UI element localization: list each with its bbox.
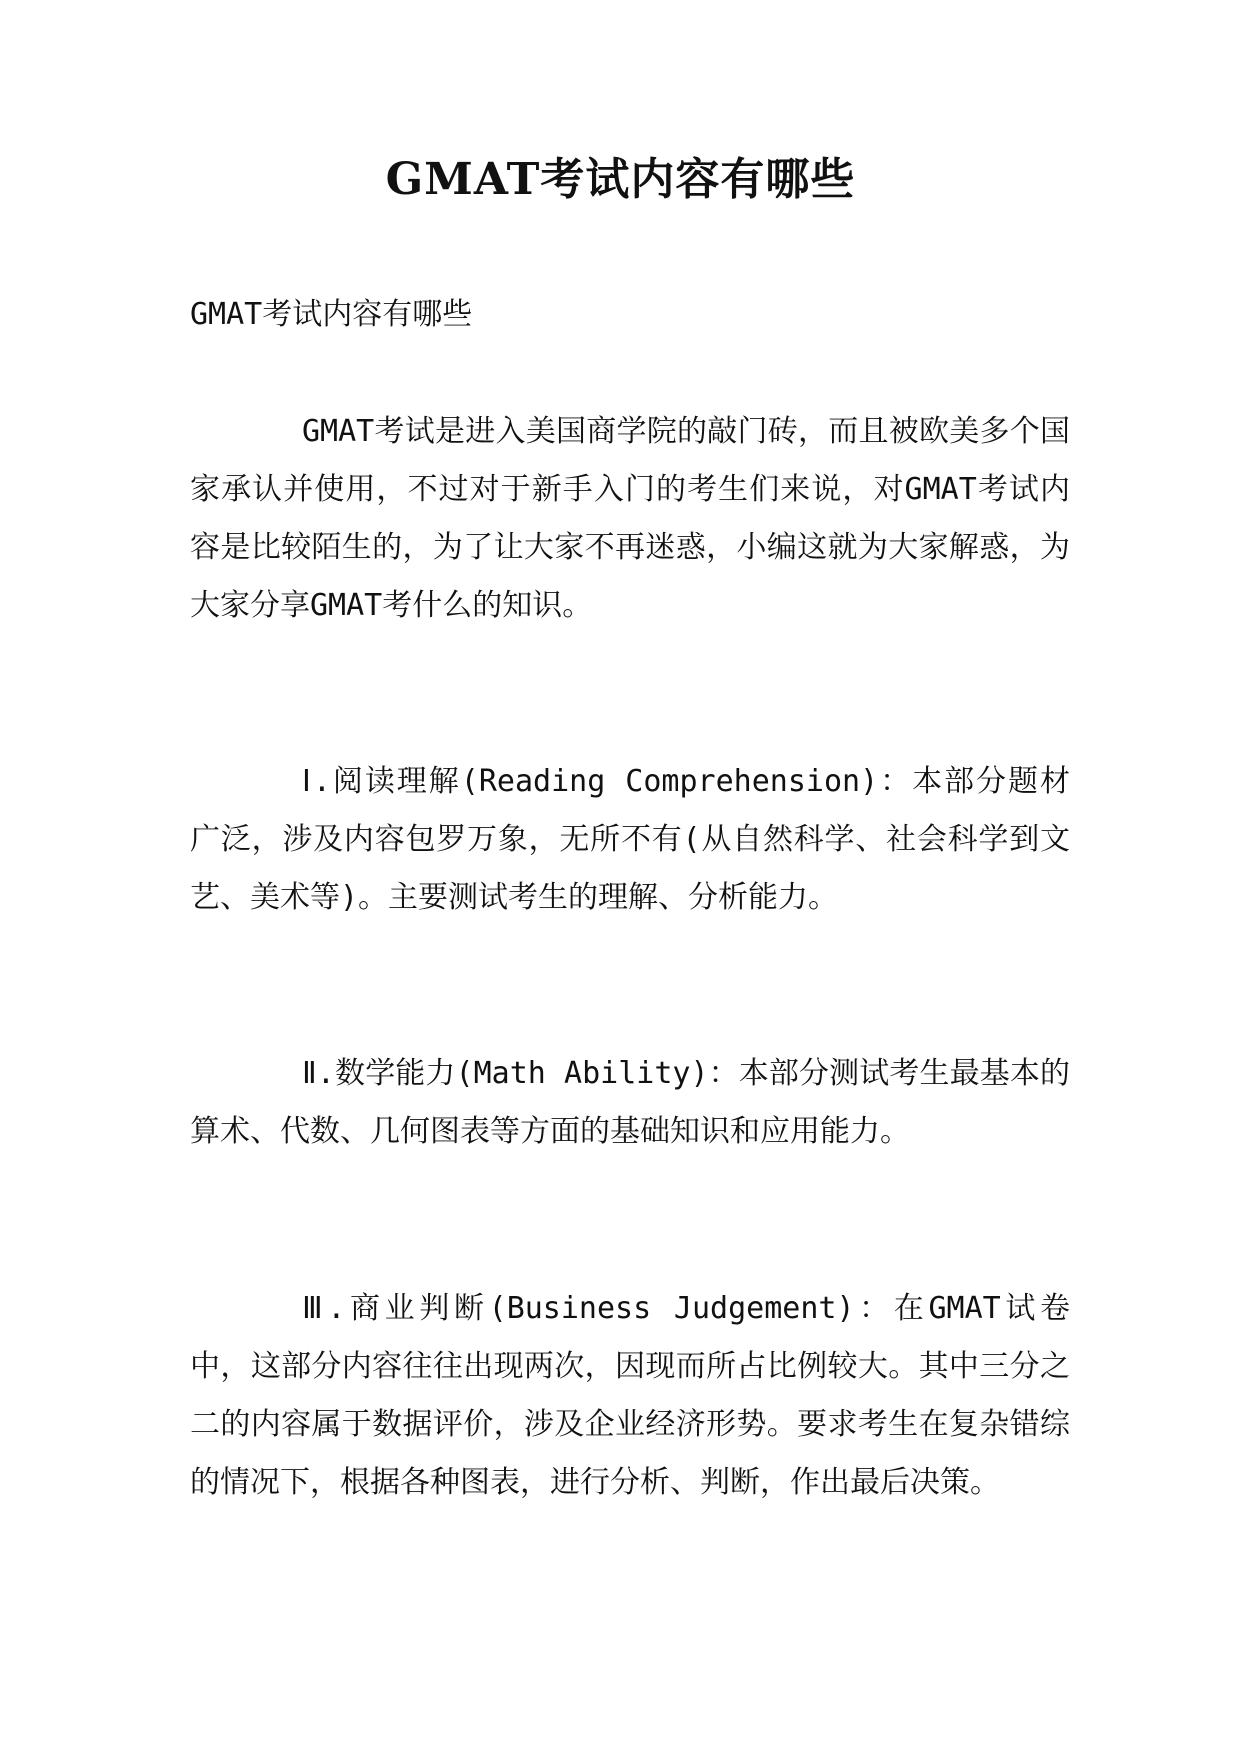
paragraph-intro: GMAT考试是进入美国商学院的敲门砖，而且被欧美多个国家承认并使用，不过对于新手入门的考生们来说，对GMAT考试内容是比较陌生的，为了让大家不再迷惑，小编这就为大家解惑，为大家分享GMAT考什么的知识。 bbox=[190, 414, 1070, 623]
document-title: GMAT考试内容有哪些 bbox=[385, 154, 856, 205]
paragraph-reading-comprehension: Ⅰ.阅读理解(Reading Comprehension)：本部分题材广泛，涉及内容包罗万象，无所不有(从自然科学、社会科学到文艺、美术等)。主要测试考生的理解、分析能力。 bbox=[190, 764, 1070, 915]
paragraph-business-judgement: Ⅲ.商业判断(Business Judgement)：在GMAT试卷中，这部分内容往往出现两次，因现而所占比例较大。其中三分之二的内容属于数据评价，涉及企业经济形势。要求考生在复杂错综的情况下，根据各种图表，进行分析、判断，作出最后决策。 bbox=[190, 1291, 1070, 1500]
document-subtitle: GMAT考试内容有哪些 bbox=[190, 297, 473, 332]
paragraph-math-ability: Ⅱ.数学能力(Math Ability)：本部分测试考生最基本的算术、代数、几何图表等方面的基础知识和应用能力。 bbox=[190, 1056, 1070, 1149]
